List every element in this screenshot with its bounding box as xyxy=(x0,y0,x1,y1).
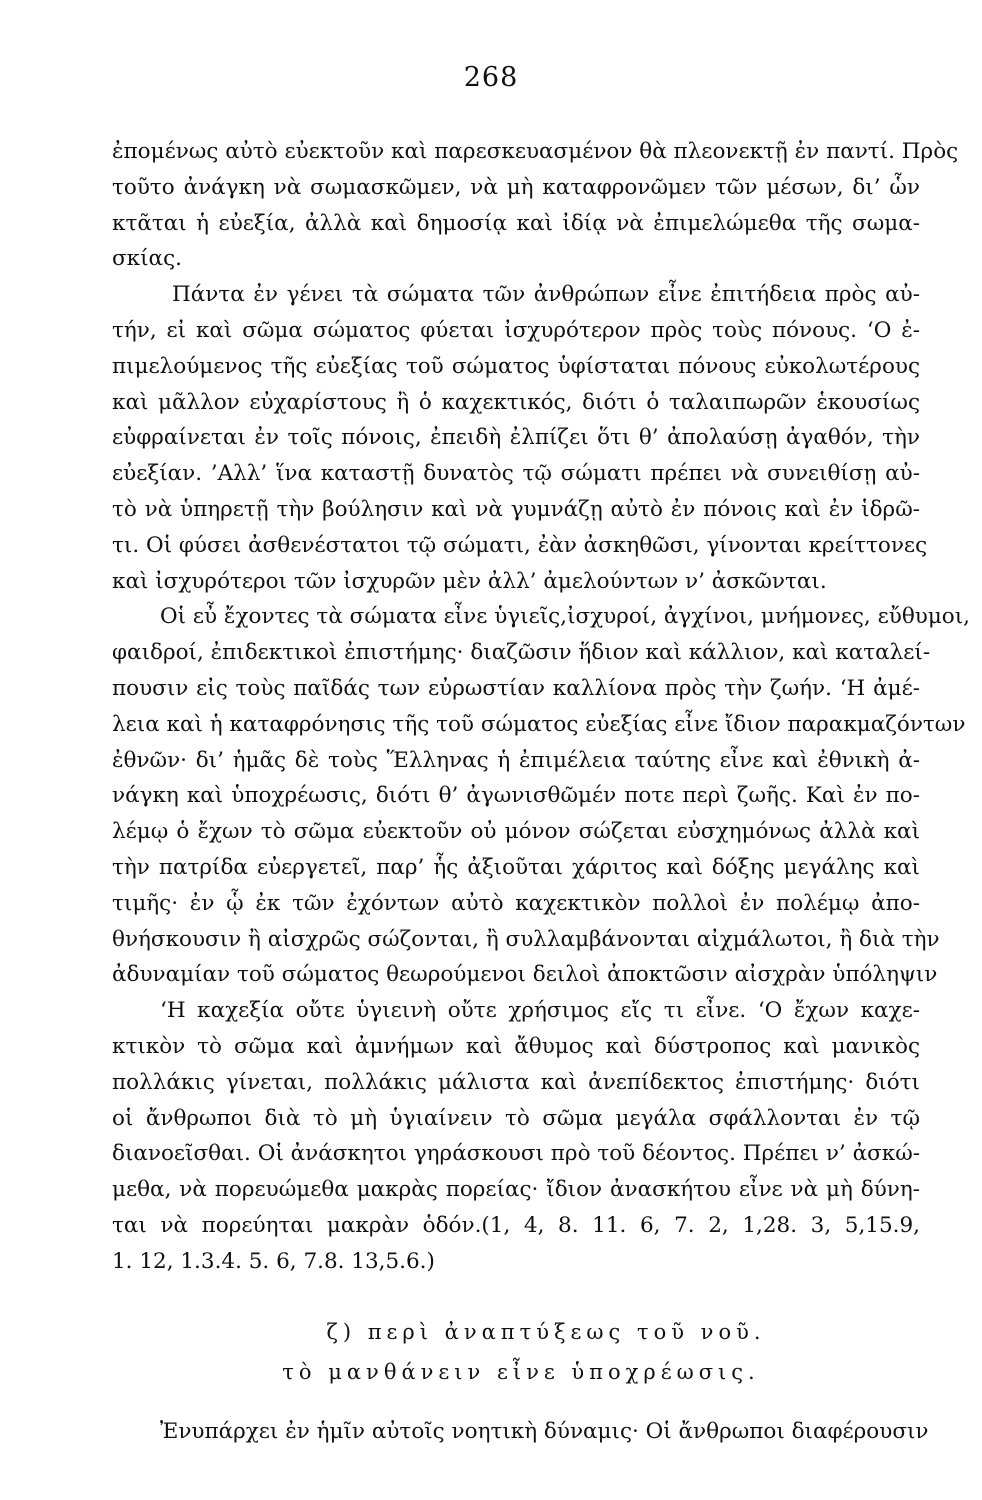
text-line: διανοεῖσθαι. Οἱ ἀνάσκητοι γηράσκουσι πρὸ τοῦ δέοντος. Πρέπει ν’ ἀσκώ- xyxy=(112,1141,920,1167)
text-line: τιμῆς· ἐν ᾧ ἐκ τῶν ἐχόντων αὐτὸ καχεκτικὸν πολλοὶ ἐν πολέμῳ ἀπο- xyxy=(112,890,920,916)
body-text xyxy=(112,134,971,1449)
text-line: τι. Οἱ φύσει ἀσθενέστατοι τῷ σώματι, ἐὰν ἀσκηθῶσι, γίνονται κρείττονες xyxy=(112,532,928,558)
text-line: τοῦτο ἀνάγκη νὰ σωμασκῶμεν, νὰ μὴ καταφρονῶμεν τῶν μέσων, δι’ ὧν xyxy=(112,174,920,200)
text-line: εὐφραίνεται ἐν τοῖς πόνοις, ἐπειδὴ ἐλπίζει ὅτι θ’ ἀπολαύσῃ ἀγαθόν, τὴν xyxy=(112,425,920,451)
text-line: καὶ ἰσχυρότεροι τῶν ἰσχυρῶν μὲν ἀλλ’ ἀμελούντων ν’ ἀσκῶνται. xyxy=(112,568,827,594)
text-line: πολλάκις γίνεται, πολλάκις μάλιστα καὶ ἀνεπίδεκτος ἐπιστήμης· διότι xyxy=(112,1069,920,1095)
paragraph-2 xyxy=(112,277,928,599)
text-line: λέμῳ ὁ ἔχων τὸ σῶμα εὐεκτοῦν οὐ μόνον σώζεται εὐσχημόνως ἀλλὰ καὶ xyxy=(112,819,920,845)
text-line: Οἱ εὖ ἔχοντες τὰ σώματα εἶνε ὑγιεῖς,ἰσχυροί, ἀγχίνοι, μνήμονες, εὔθυμοι, xyxy=(160,604,971,630)
text-line: Πάντα ἐν γένει τὰ σώματα τῶν ἀνθρώπων εἶνε ἐπιτήδεια πρὸς αὐ- xyxy=(172,282,920,308)
section-heading-line: τὸ μανθάνειν εἶνε ὑποχρέωσις. xyxy=(282,1359,760,1384)
text-line: ἀδυναμίαν τοῦ σώματος θεωρούμενοι δειλοὶ ἀποκτῶσιν αἰσχρὰν ὑπόληψιν xyxy=(112,962,938,988)
page-number: 268 xyxy=(463,62,519,93)
text-line: τὴν πατρίδα εὐεργετεῖ, παρ’ ἧς ἀξιοῦται χάριτος καὶ δόξης μεγάλης καὶ xyxy=(112,854,920,880)
section-heading-line: ζ) περὶ ἀναπτύξεως τοῦ νοῦ. xyxy=(326,1319,766,1344)
text-line: καὶ μᾶλλον εὐχαρίστους ἢ ὁ καχεκτικός, διότι ὁ ταλαιπωρῶν ἑκουσίως xyxy=(112,389,920,415)
text-line: μεθα, νὰ πορευώμεθα μακρὰς πορείας· ἴδιον ἀνασκήτου εἶνε νὰ μὴ δύνη- xyxy=(112,1177,920,1203)
paragraph-3 xyxy=(112,599,971,993)
text-line: σκίας. xyxy=(112,246,182,272)
text-line: εὐεξίαν. ’Αλλ’ ἵνα καταστῇ δυνατὸς τῷ σώματι πρέπει νὰ συνειθίσῃ αὐ- xyxy=(112,461,920,487)
paragraph-5 xyxy=(112,1414,929,1450)
text-line: νάγκη καὶ ὑποχρέωσις, διότι θ’ ἀγωνισθῶμέν ποτε περὶ ζωῆς. Καὶ ἐν πο- xyxy=(112,783,920,809)
paragraph-4 xyxy=(112,993,920,1279)
text-line: λεια καὶ ἡ καταφρόνησις τῆς τοῦ σώματος εὐεξίας εἶνε ἴδιον παρακμαζόντων xyxy=(112,711,966,737)
text-line: τὸ νὰ ὑπηρετῇ τὴν βούλησιν καὶ νὰ γυμνάζῃ αὐτὸ ἐν πόνοις καὶ ἐν ἱδρῶ- xyxy=(112,496,920,522)
paragraph-1 xyxy=(112,134,959,277)
text-line: 1. 12, 1.3.4. 5. 6, 7.8. 13,5.6.) xyxy=(112,1248,435,1274)
text-line: Ἐνυπάρχει ἐν ἡμῖν αὐτοῖς νοητικὴ δύναμις· Οἱ ἄνθρωποι διαφέρουσιν xyxy=(160,1418,929,1444)
text-line: φαιδροί, ἐπιδεκτικοὶ ἐπιστήμης· διαζῶσιν ἥδιον καὶ κάλλιον, καὶ καταλεί- xyxy=(112,640,931,666)
text-line: πιμελούμενος τῆς εὐεξίας τοῦ σώματος ὑφίσταται πόνους εὐκολωτέρους xyxy=(112,353,920,379)
text-line: πουσιν εἰς τοὺς παῖδάς των εὐρωστίαν καλλίονα πρὸς τὴν ζωήν. ‘Η ἀμέ- xyxy=(112,675,920,701)
text-line: θνήσκουσιν ἢ αἰσχρῶς σώζονται, ἢ συλλαμβάνονται αἰχμάλωτοι, ἢ διὰ τὴν xyxy=(112,926,940,952)
text-line: κτᾶται ἡ εὐεξία, ἀλλὰ καὶ δημοσίᾳ καὶ ἰδίᾳ νὰ ἐπιμελώμεθα τῆς σωμα- xyxy=(112,210,920,236)
text-line: ‘Η καχεξία οὔτε ὑγιεινὴ οὔτε χρήσιμος εἴς τι εἶνε. ‘Ο ἔχων καχε- xyxy=(160,998,920,1024)
text-line: ται νὰ πορεύηται μακρὰν ὁδόν.(1, 4, 8. 11. 6, 7. 2, 1,28. 3, 5,15.9, xyxy=(112,1212,920,1238)
text-line: ἐθνῶν· δι’ ἡμᾶς δὲ τοὺς Ἕλληνας ἡ ἐπιμέλεια ταύτης εἶνε καὶ ἐθνικὴ ἀ- xyxy=(112,747,920,773)
text-line: κτικὸν τὸ σῶμα καὶ ἀμνήμων καὶ ἄθυμος καὶ δύστροπος καὶ μανικὸς xyxy=(112,1033,920,1059)
text-line: οἱ ἄνθρωποι διὰ τὸ μὴ ὑγιαίνειν τὸ σῶμα μεγάλα σφάλλονται ἐν τῷ xyxy=(112,1105,920,1131)
text-line: τήν, εἰ καὶ σῶμα σώματος φύεται ἰσχυρότερον πρὸς τοὺς πόνους. ‘Ο ἐ- xyxy=(112,317,920,343)
section-heading xyxy=(112,1312,920,1392)
text-line: ἐπομένως αὐτὸ εὐεκτοῦν καὶ παρεσκευασμένον θὰ πλεονεκτῇ ἐν παντί. Πρὸς xyxy=(112,139,959,164)
